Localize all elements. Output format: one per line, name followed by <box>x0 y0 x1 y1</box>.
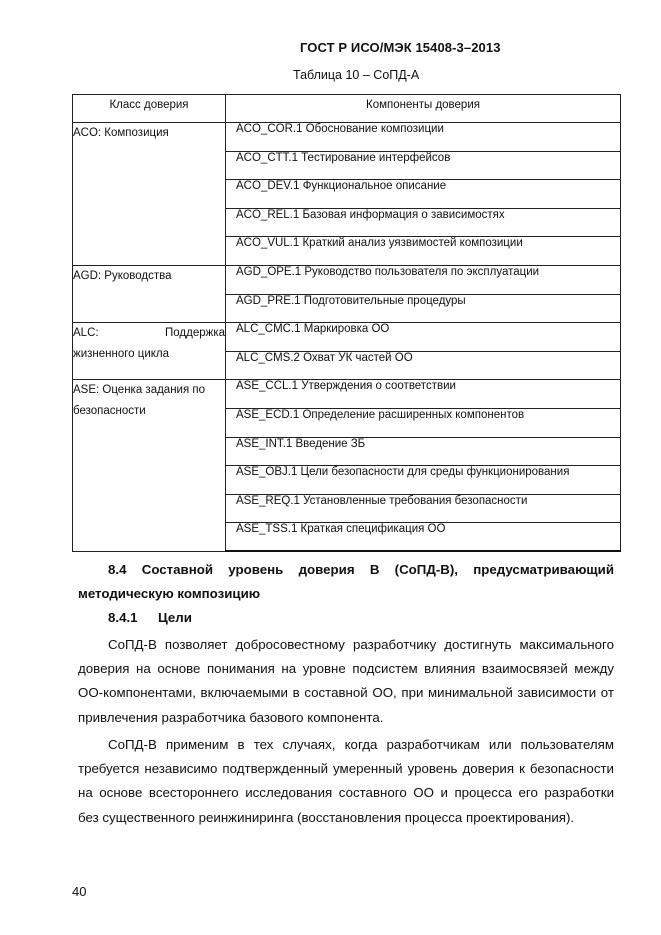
paragraph-line: привлечения разработчика базового компонента. <box>78 709 384 725</box>
component-cell: AGD_PRE.1 Подготовительные процедуры <box>226 294 621 323</box>
class-label: Поддержка <box>165 327 225 340</box>
component-cell: ASE_TSS.1 Краткая спецификация ОО <box>226 523 621 552</box>
heading-line: методическую композицию <box>78 586 261 602</box>
component-cell: ASE_OBJ.1 Цели безопасности для среды функционирования <box>226 466 621 495</box>
paragraph-2 <box>78 733 614 830</box>
component-cell: AGD_OPE.1 Руководство пользователя по эксплуатации <box>226 265 621 294</box>
component-cell: ALC_CMS.2 Охват УК частей ОО <box>226 351 621 380</box>
class-label: AGD: Руководства <box>73 269 172 282</box>
class-label: ALC: <box>73 327 99 340</box>
page-number: 40 <box>72 884 87 899</box>
assurance-table <box>72 94 621 552</box>
section-heading-8-4 <box>78 558 614 606</box>
component-cell: ACO_REL.1 Базовая информация о зависимостях <box>226 208 621 237</box>
paragraph-line: доверия на основе понимания на уровне подсистем влияния взаимосвязей между <box>78 661 614 677</box>
paragraph-line: СоПД-В применим в тех случаях, когда разработчикам или пользователям <box>108 737 614 752</box>
section-heading-8-4-1 <box>108 606 192 630</box>
class-label: ASE: Оценка задания по <box>73 384 206 397</box>
table-header-row <box>73 95 621 123</box>
class-label-line <box>73 323 225 344</box>
class-label: безопасности <box>73 405 146 418</box>
class-cell-alc <box>73 323 226 380</box>
table-row <box>73 265 621 294</box>
component-cell: ASE_ECD.1 Определение расширенных компонентов <box>226 408 621 437</box>
class-cell-aco <box>73 123 226 266</box>
component-cell: ASE_CCL.1 Утверждения о соответствии <box>226 380 621 409</box>
class-cell-agd <box>73 265 226 322</box>
component-cell: ACO_CTT.1 Тестирование интерфейсов <box>226 151 621 180</box>
heading-line: 8.4 Составной уровень доверия В (СоПД-В), предусматривающий <box>108 562 614 577</box>
table-row <box>73 380 621 409</box>
document-code-header: ГОСТ Р ИСО/МЭК 15408-3–2013 <box>300 40 501 55</box>
component-cell: ACO_VUL.1 Краткий анализ уязвимостей композиции <box>226 237 621 266</box>
section-number: 8.4.1 <box>108 610 138 625</box>
class-cell-ase <box>73 380 226 552</box>
section-title: Цели <box>158 610 192 625</box>
paragraph-line: СоПД-В позволяет добросовестному разработчику достигнуть максимального <box>108 637 614 652</box>
table-row <box>73 123 621 152</box>
table-row <box>73 323 621 352</box>
table-caption: Таблица 10 – СоПД-А <box>293 68 420 82</box>
paragraph-line: на основе всестороннего исследования составного ОО и процесса его разработки <box>78 785 614 801</box>
component-cell: ALC_CMC.1 Маркировка ОО <box>226 323 621 352</box>
component-cell: ACO_COR.1 Обоснование композиции <box>226 123 621 152</box>
component-cell: ASE_REQ.1 Установленные требования безопасности <box>226 494 621 523</box>
paragraph-1 <box>78 633 614 730</box>
paragraph-line: без существенного реинжиниринга (восстановления процесса проектирования). <box>78 809 575 825</box>
class-label: ACO: Композиция <box>73 127 169 139</box>
paragraph-line: требуется независимо подтвержденный умеренный уровень доверия к безопасности <box>78 761 614 777</box>
column-header-class: Класс доверия <box>73 95 226 123</box>
column-header-components: Компоненты доверия <box>226 95 621 123</box>
component-cell: ACO_DEV.1 Функциональное описание <box>226 180 621 209</box>
class-label: жизненного цикла <box>73 348 170 361</box>
component-cell: ASE_INT.1 Введение ЗБ <box>226 437 621 466</box>
paragraph-line: ОО-компонентами, включаемыми в составной ОО, при минимальной зависимости от <box>78 685 614 701</box>
